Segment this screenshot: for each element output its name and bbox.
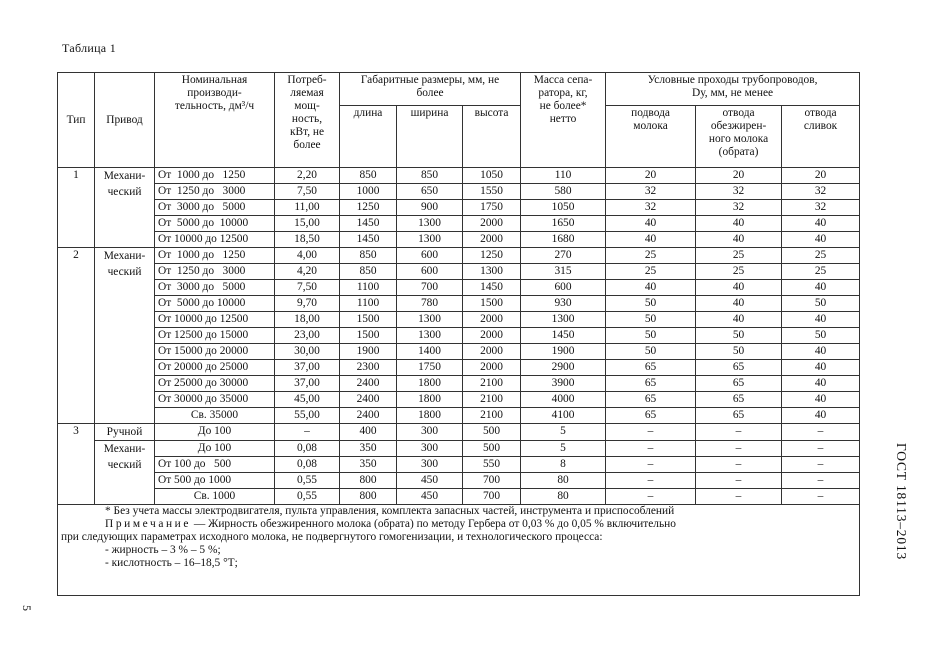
table-row	[58, 473, 860, 489]
w-cell: 1800	[397, 376, 463, 392]
productivity-cell: От 20000 до 25000	[155, 360, 275, 376]
h-cell: 700	[463, 489, 521, 505]
w-cell: 300	[397, 424, 463, 441]
milk-cell: 65	[606, 376, 696, 392]
note-item-acidity: - кислотность – 16–18,5 °Т;	[105, 557, 238, 569]
drive-cell: Механи- ческий	[95, 168, 155, 248]
h-cell: 1500	[463, 296, 521, 312]
cream-cell: –	[782, 489, 860, 505]
skim-cell: 40	[696, 296, 782, 312]
l-cell: 1900	[340, 344, 397, 360]
power-cell: 4,20	[275, 264, 340, 280]
milk-cell: 50	[606, 344, 696, 360]
cream-cell: –	[782, 473, 860, 489]
mass-cell: 1680	[521, 232, 606, 248]
l-cell: 850	[340, 168, 397, 184]
power-cell: –	[275, 424, 340, 441]
skim-cell: 40	[696, 280, 782, 296]
mass-cell: 1900	[521, 344, 606, 360]
page-number: 5	[20, 605, 34, 611]
h-cell: 2000	[463, 312, 521, 328]
mass-cell: 80	[521, 489, 606, 505]
table-row	[58, 392, 860, 408]
h-cell: 2000	[463, 232, 521, 248]
h-cell: 2100	[463, 392, 521, 408]
mass-cell: 315	[521, 264, 606, 280]
milk-cell: 65	[606, 360, 696, 376]
h-cell: 1050	[463, 168, 521, 184]
h-cell: 2100	[463, 408, 521, 424]
milk-cell: 40	[606, 232, 696, 248]
header-type: Тип	[58, 73, 95, 168]
w-cell: 850	[397, 168, 463, 184]
l-cell: 1500	[340, 328, 397, 344]
power-cell: 2,20	[275, 168, 340, 184]
header-drive: Привод	[95, 73, 155, 168]
skim-cell: 32	[696, 200, 782, 216]
productivity-cell: От 25000 до 30000	[155, 376, 275, 392]
power-cell: 11,00	[275, 200, 340, 216]
table-row	[58, 200, 860, 216]
type-cell: 3	[58, 424, 95, 505]
w-cell: 900	[397, 200, 463, 216]
w-cell: 300	[397, 457, 463, 473]
mass-cell: 1650	[521, 216, 606, 232]
milk-cell: 50	[606, 312, 696, 328]
h-cell: 1550	[463, 184, 521, 200]
h-cell: 2000	[463, 360, 521, 376]
skim-cell: 40	[696, 216, 782, 232]
power-cell: 15,00	[275, 216, 340, 232]
cream-cell: –	[782, 424, 860, 441]
mass-cell: 3900	[521, 376, 606, 392]
separator-spec-table	[57, 72, 860, 596]
productivity-cell: От 15000 до 20000	[155, 344, 275, 360]
w-cell: 1750	[397, 360, 463, 376]
w-cell: 600	[397, 248, 463, 264]
l-cell: 2400	[340, 408, 397, 424]
type-cell: 2	[58, 248, 95, 424]
cream-cell: 40	[782, 392, 860, 408]
cream-cell: 25	[782, 248, 860, 264]
cream-cell: 40	[782, 344, 860, 360]
h-cell: 2100	[463, 376, 521, 392]
skim-cell: 50	[696, 328, 782, 344]
l-cell: 1250	[340, 200, 397, 216]
productivity-cell: От 3000 до 5000	[155, 200, 275, 216]
milk-cell: –	[606, 424, 696, 441]
l-cell: 850	[340, 248, 397, 264]
header-width: ширина	[397, 106, 463, 168]
l-cell: 1450	[340, 232, 397, 248]
power-cell: 55,00	[275, 408, 340, 424]
w-cell: 1400	[397, 344, 463, 360]
table-body	[58, 168, 860, 505]
l-cell: 800	[340, 489, 397, 505]
cream-cell: 40	[782, 360, 860, 376]
productivity-cell: От 1000 до 1250	[155, 168, 275, 184]
mass-cell: 1050	[521, 200, 606, 216]
productivity-cell: Св. 1000	[155, 489, 275, 505]
power-cell: 18,00	[275, 312, 340, 328]
cream-cell: 40	[782, 408, 860, 424]
milk-cell: 50	[606, 296, 696, 312]
cream-cell: 20	[782, 168, 860, 184]
h-cell: 550	[463, 457, 521, 473]
l-cell: 800	[340, 473, 397, 489]
mass-cell: 600	[521, 280, 606, 296]
w-cell: 1300	[397, 312, 463, 328]
productivity-cell: От 10000 до 12500	[155, 232, 275, 248]
h-cell: 700	[463, 473, 521, 489]
l-cell: 350	[340, 457, 397, 473]
mass-cell: 580	[521, 184, 606, 200]
table-row	[58, 264, 860, 280]
power-cell: 4,00	[275, 248, 340, 264]
header-cream-out: отвода сливок	[782, 106, 860, 168]
h-cell: 1250	[463, 248, 521, 264]
productivity-cell: От 10000 до 12500	[155, 312, 275, 328]
power-cell: 7,50	[275, 280, 340, 296]
skim-cell: 32	[696, 184, 782, 200]
power-cell: 45,00	[275, 392, 340, 408]
power-cell: 0,08	[275, 457, 340, 473]
mass-cell: 110	[521, 168, 606, 184]
drive-cell: Ручной	[95, 424, 155, 441]
skim-cell: 20	[696, 168, 782, 184]
header-mass: Масса сепа- ратора, кг, не более* нетто	[521, 73, 606, 168]
table-row	[58, 344, 860, 360]
mass-cell: 4100	[521, 408, 606, 424]
table-row	[58, 296, 860, 312]
w-cell: 700	[397, 280, 463, 296]
w-cell: 1800	[397, 392, 463, 408]
header-milk-in: подвода молока	[606, 106, 696, 168]
productivity-cell: От 1250 до 3000	[155, 264, 275, 280]
cream-cell: 32	[782, 184, 860, 200]
w-cell: 450	[397, 473, 463, 489]
h-cell: 500	[463, 441, 521, 457]
skim-cell: –	[696, 424, 782, 441]
milk-cell: –	[606, 473, 696, 489]
power-cell: 0,08	[275, 441, 340, 457]
l-cell: 350	[340, 441, 397, 457]
header-height: высота	[463, 106, 521, 168]
l-cell: 1450	[340, 216, 397, 232]
note-line	[61, 518, 856, 531]
productivity-cell: От 3000 до 5000	[155, 280, 275, 296]
mass-cell: 5	[521, 424, 606, 441]
cream-cell: 40	[782, 280, 860, 296]
mass-cell: 5	[521, 441, 606, 457]
skim-cell: –	[696, 489, 782, 505]
milk-cell: –	[606, 489, 696, 505]
w-cell: 300	[397, 441, 463, 457]
milk-cell: –	[606, 457, 696, 473]
l-cell: 2300	[340, 360, 397, 376]
productivity-cell: От 30000 до 35000	[155, 392, 275, 408]
skim-cell: 50	[696, 344, 782, 360]
l-cell: 1500	[340, 312, 397, 328]
productivity-cell: От 5000 до 10000	[155, 216, 275, 232]
h-cell: 2000	[463, 328, 521, 344]
type-cell: 1	[58, 168, 95, 248]
l-cell: 1100	[340, 296, 397, 312]
skim-cell: 40	[696, 312, 782, 328]
w-cell: 1300	[397, 216, 463, 232]
skim-cell: 65	[696, 392, 782, 408]
h-cell: 2000	[463, 344, 521, 360]
skim-cell: –	[696, 473, 782, 489]
cream-cell: 40	[782, 376, 860, 392]
skim-cell: 40	[696, 232, 782, 248]
cream-cell: 32	[782, 200, 860, 216]
skim-cell: 25	[696, 248, 782, 264]
productivity-cell: От 12500 до 15000	[155, 328, 275, 344]
l-cell: 850	[340, 264, 397, 280]
cream-cell: 40	[782, 216, 860, 232]
l-cell: 1000	[340, 184, 397, 200]
productivity-cell: От 1000 до 1250	[155, 248, 275, 264]
note-text: — Жирность обезжиренного молока (обрата) по методу Гербера от 0,03 % до 0,05 % включительно	[191, 518, 676, 530]
table-caption: Таблица 1	[62, 41, 117, 55]
productivity-cell: От 5000 до 10000	[155, 296, 275, 312]
standard-title: ГОСТ 18113–2013	[894, 443, 909, 561]
milk-cell: 32	[606, 200, 696, 216]
milk-cell: 25	[606, 248, 696, 264]
power-cell: 0,55	[275, 473, 340, 489]
mass-cell: 930	[521, 296, 606, 312]
footnote: * Без учета массы электродвигателя, пульта управления, комплекта запасных частей, инструмента и приспособлений	[105, 505, 675, 517]
mass-cell: 270	[521, 248, 606, 264]
w-cell: 780	[397, 296, 463, 312]
header-dimensions: Габаритные размеры, мм, не более	[340, 73, 521, 106]
table-row	[58, 376, 860, 392]
productivity-cell: Св. 35000	[155, 408, 275, 424]
milk-cell: 20	[606, 168, 696, 184]
header-productivity: Номинальная производи- тельность, дм³/ч	[155, 73, 275, 168]
table-row	[58, 168, 860, 184]
h-cell: 1300	[463, 264, 521, 280]
h-cell: 2000	[463, 216, 521, 232]
cream-cell: 25	[782, 264, 860, 280]
table-row	[58, 408, 860, 424]
power-cell: 18,50	[275, 232, 340, 248]
table-row	[58, 248, 860, 264]
productivity-cell: От 1250 до 3000	[155, 184, 275, 200]
note-label: Примечание	[105, 518, 192, 530]
power-cell: 23,00	[275, 328, 340, 344]
header-skim-out: отвода обезжирен- ного молока (обрата)	[696, 106, 782, 168]
h-cell: 1750	[463, 200, 521, 216]
productivity-cell: До 100	[155, 424, 275, 441]
skim-cell: 25	[696, 264, 782, 280]
table-row	[58, 184, 860, 200]
productivity-cell: От 500 до 1000	[155, 473, 275, 489]
note-continuation: при следующих параметрах исходного молока, не подвергнутого гомогенизации, и технологического процесса:	[61, 531, 603, 543]
drive-cell: Механи- ческий	[95, 441, 155, 505]
cream-cell: –	[782, 441, 860, 457]
milk-cell: 32	[606, 184, 696, 200]
skim-cell: –	[696, 441, 782, 457]
milk-cell: 50	[606, 328, 696, 344]
l-cell: 2400	[340, 376, 397, 392]
w-cell: 1800	[397, 408, 463, 424]
cream-cell: 40	[782, 312, 860, 328]
milk-cell: 40	[606, 216, 696, 232]
h-cell: 500	[463, 424, 521, 441]
mass-cell: 80	[521, 473, 606, 489]
power-cell: 30,00	[275, 344, 340, 360]
cream-cell: 40	[782, 232, 860, 248]
milk-cell: –	[606, 441, 696, 457]
w-cell: 600	[397, 264, 463, 280]
w-cell: 650	[397, 184, 463, 200]
productivity-cell: До 100	[155, 441, 275, 457]
table-row	[58, 424, 860, 441]
table-row	[58, 489, 860, 505]
w-cell: 1300	[397, 232, 463, 248]
productivity-cell: От 100 до 500	[155, 457, 275, 473]
table-row	[58, 360, 860, 376]
cream-cell: 50	[782, 296, 860, 312]
note-item-fat: - жирность – 3 % – 5 %;	[105, 544, 221, 556]
table-row	[58, 312, 860, 328]
skim-cell: 65	[696, 408, 782, 424]
milk-cell: 65	[606, 408, 696, 424]
milk-cell: 40	[606, 280, 696, 296]
table-row	[58, 457, 860, 473]
table-notes	[58, 505, 860, 596]
header-pipes: Условные проходы трубопроводов, Dу, мм, не менее	[606, 73, 860, 106]
mass-cell: 1450	[521, 328, 606, 344]
l-cell: 1100	[340, 280, 397, 296]
skim-cell: 65	[696, 376, 782, 392]
header-power: Потреб- ляемая мощ- ность, кВт, не более	[275, 73, 340, 168]
table-row	[58, 216, 860, 232]
header-length: длина	[340, 106, 397, 168]
power-cell: 7,50	[275, 184, 340, 200]
power-cell: 37,00	[275, 360, 340, 376]
table-row	[58, 232, 860, 248]
power-cell: 0,55	[275, 489, 340, 505]
l-cell: 400	[340, 424, 397, 441]
skim-cell: –	[696, 457, 782, 473]
mass-cell: 8	[521, 457, 606, 473]
w-cell: 1300	[397, 328, 463, 344]
drive-cell: Механи- ческий	[95, 248, 155, 424]
table-row	[58, 280, 860, 296]
l-cell: 2400	[340, 392, 397, 408]
cream-cell: 50	[782, 328, 860, 344]
mass-cell: 4000	[521, 392, 606, 408]
table-row	[58, 441, 860, 457]
skim-cell: 65	[696, 360, 782, 376]
table-row	[58, 328, 860, 344]
cream-cell: –	[782, 457, 860, 473]
h-cell: 1450	[463, 280, 521, 296]
mass-cell: 1300	[521, 312, 606, 328]
mass-cell: 2900	[521, 360, 606, 376]
milk-cell: 25	[606, 264, 696, 280]
power-cell: 37,00	[275, 376, 340, 392]
milk-cell: 65	[606, 392, 696, 408]
power-cell: 9,70	[275, 296, 340, 312]
w-cell: 450	[397, 489, 463, 505]
